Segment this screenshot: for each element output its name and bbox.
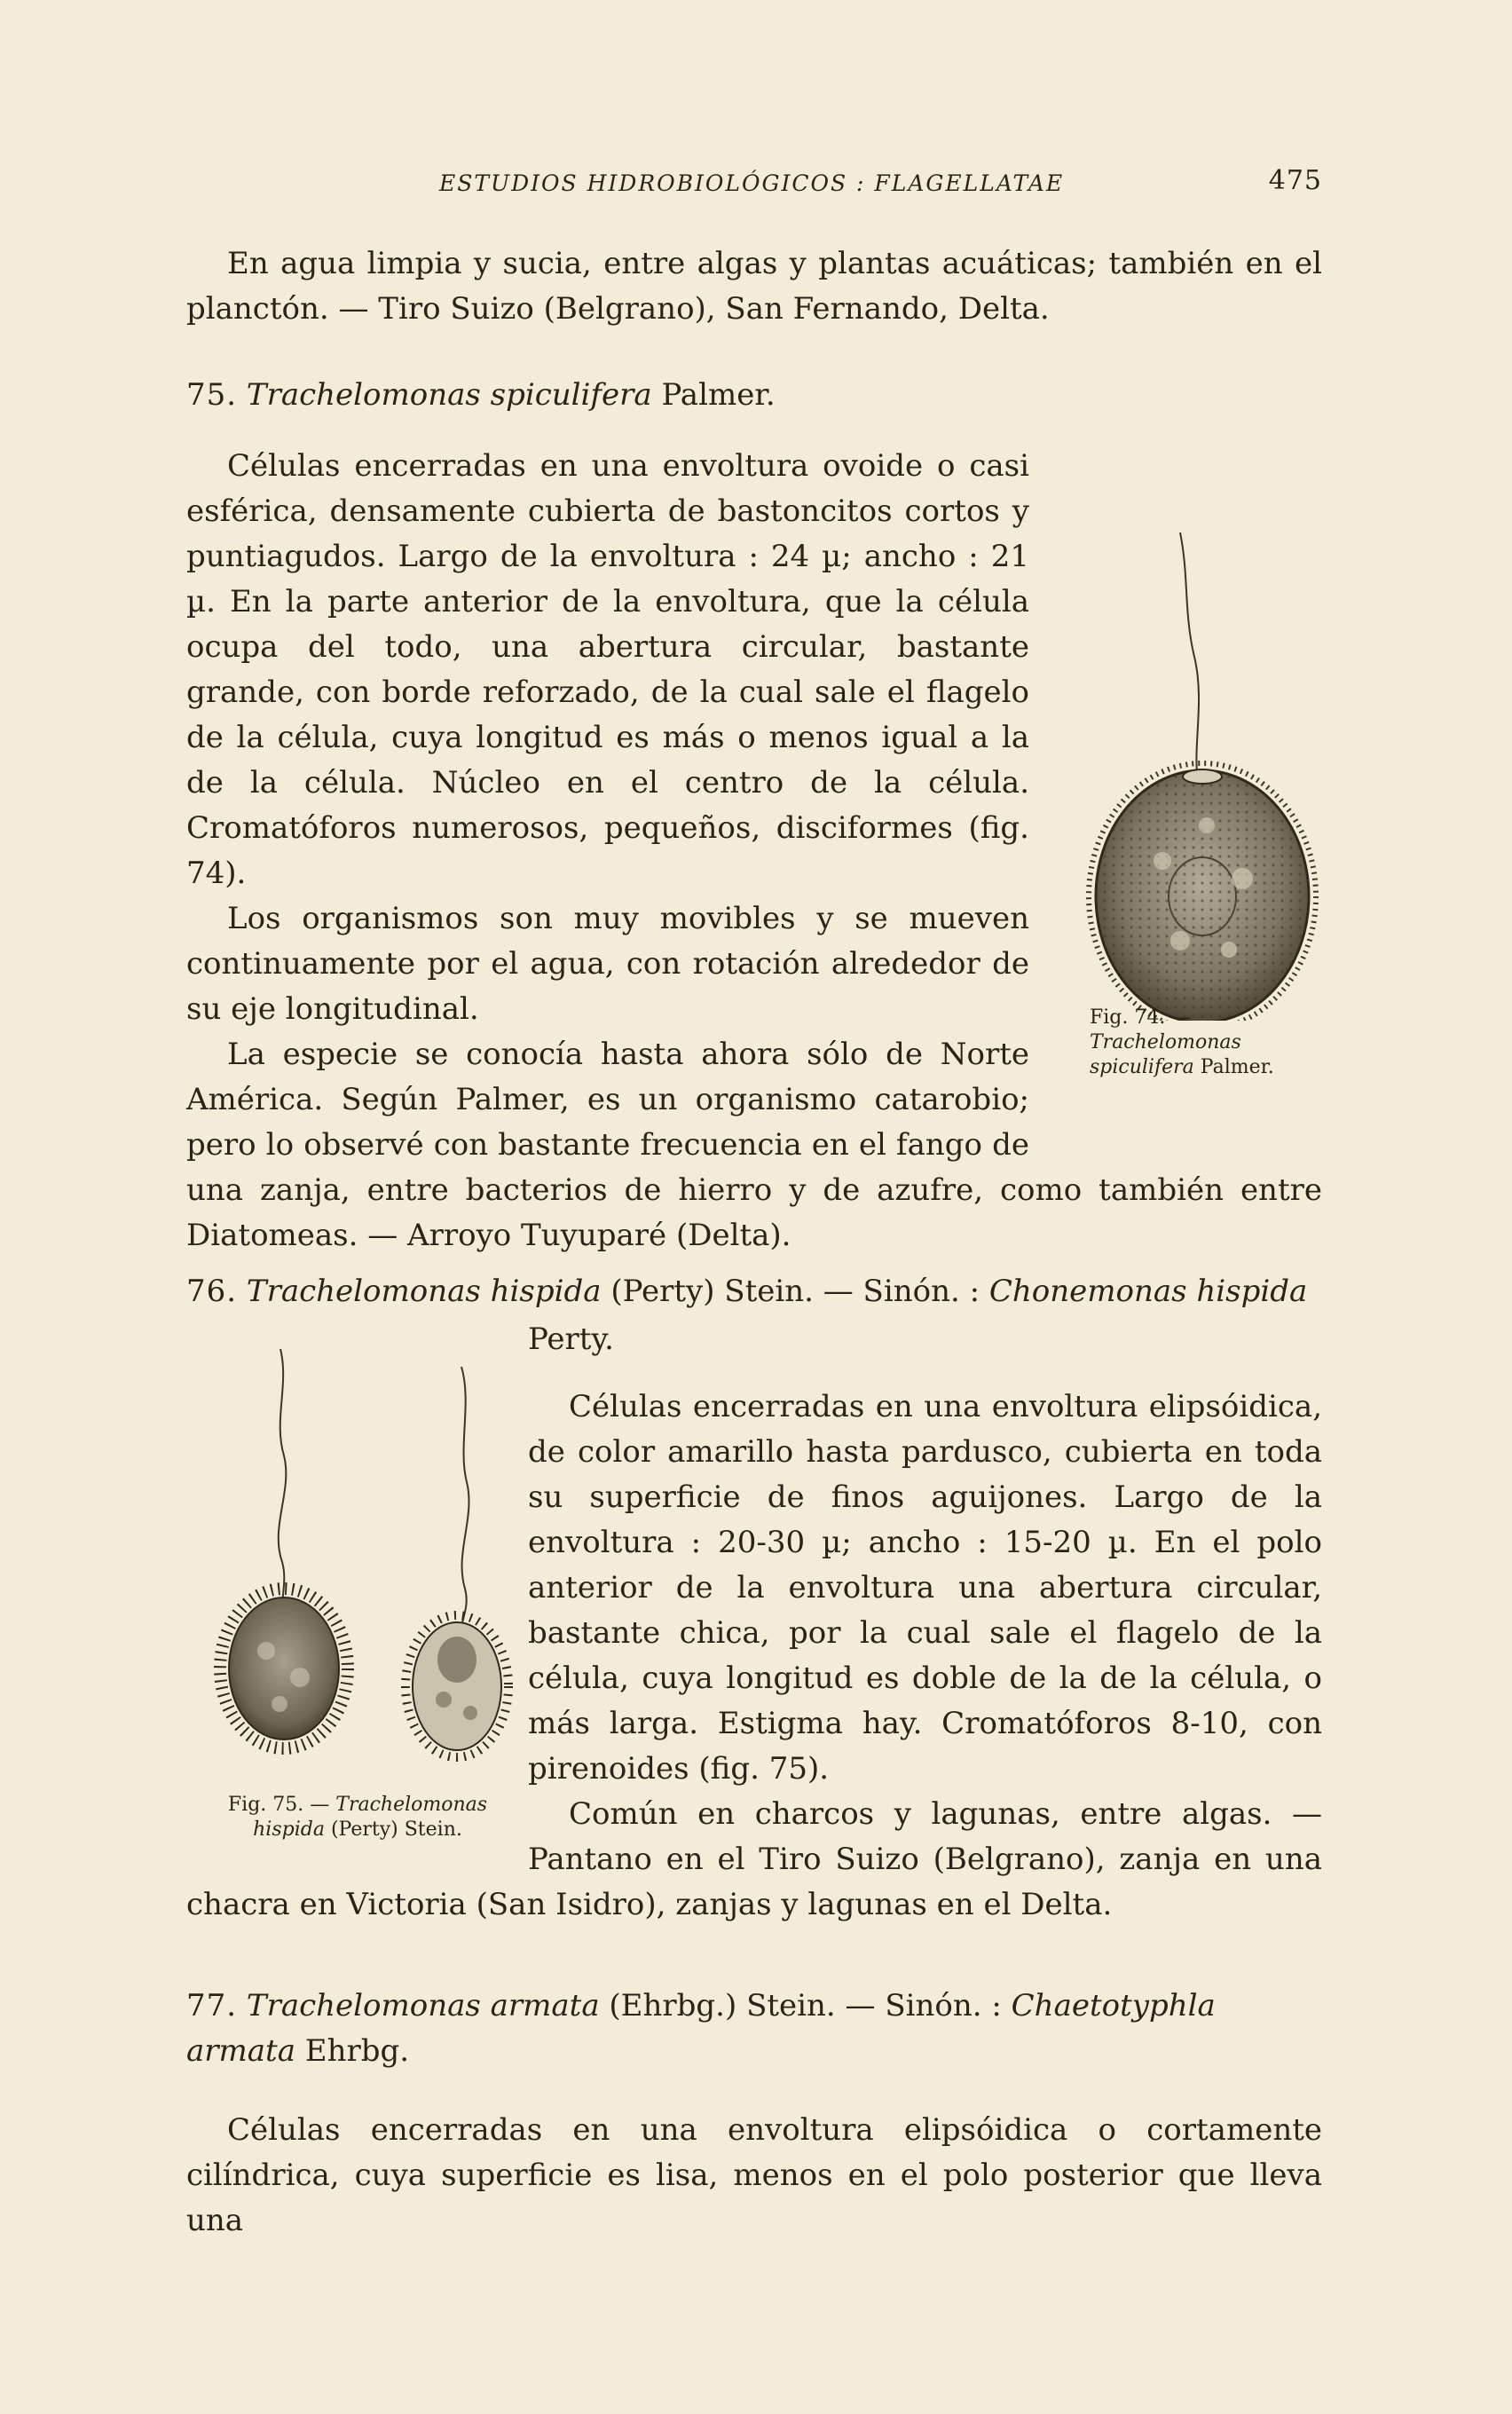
figure-75-caption-fig: Fig. 75. — xyxy=(227,1794,330,1816)
running-header xyxy=(186,165,1322,201)
species-77-synonym: Chaetotyphla armata xyxy=(186,1988,1216,2069)
figure-74-caption-author: Palmer. xyxy=(1200,1056,1274,1078)
species-76-synonym: Chonemonas hispida xyxy=(988,1274,1308,1309)
species-76-title xyxy=(186,1269,1331,1314)
species-75-distribution: La especie se conocía hasta ahora sólo de Norte América. Según Palmer, es un organismo catarobio; pero lo observé con bastante frecuencia en el fango de una zanja, entre bacterios de hierro y de azufre, como también entre Diatomeas. — Arroyo Tuyuparé (Delta). xyxy=(186,1037,1322,1253)
species-75-name: Trachelomonas spiculifera xyxy=(246,377,652,413)
figure-75-caption-name: Trachelomonas hispida xyxy=(253,1794,488,1841)
species-76-number: 76. xyxy=(186,1274,238,1309)
intro-paragraph: En agua limpia y sucia, entre algas y plantas acuáticas; también en el planctón. — Tiro Suizo (Belgrano), San Fernando, Delta. xyxy=(186,246,1322,327)
species-75-title xyxy=(186,373,1322,418)
species-77-number: 77. xyxy=(186,1988,238,2024)
species-77-name: Trachelomonas armata xyxy=(246,1988,600,2024)
species-76-name: Trachelomonas hispida xyxy=(246,1274,602,1309)
figure-75-caption-author: (Perty) Stein. xyxy=(330,1818,462,1841)
species-75-description: Células encerradas en una envoltura ovoide o casi esférica, densamente cubierta de bastoncitos cortos y puntiagudos. Largo de la envoltura : 24 µ; ancho : 21 µ. En la parte anterior de la envoltura, que la célula ocupa del todo, una abertura circular, bastante grande, con borde reforzado, de la cual sale el flagelo de la célula, cuya longitud es más o menos igual a la de la célula. Núcleo en el centro de la célula. Cromatóforos numerosos, pequeños, disciformes (fig. 74). xyxy=(186,448,1029,891)
figure-74-caption-name: Trachelomonas spiculifera xyxy=(1090,1031,1241,1078)
species-76-author: (Perty) Stein. — Sinón. : xyxy=(610,1274,980,1309)
species-75-movement: Los organismos son muy movibles y se mueven continuamente por el agua, con rotación alrededor de su eje longitudinal. xyxy=(186,901,1029,1027)
species-75-author: Palmer. xyxy=(661,377,776,413)
species-76-text-block xyxy=(186,1384,1322,1928)
page-number: 475 xyxy=(1268,165,1322,196)
figure-74-organism-illustration xyxy=(1074,524,1331,1021)
running-title: ESTUDIOS HIDROBIOLÓGICOS : FLAGELLATAE xyxy=(439,170,1065,196)
species-76-distribution: Común en charcos y lagunas, entre algas. — Pantano en el Tiro Suizo (Belgrano), zanja en una chacra en Victoria (San Isidro), zanjas y lagunas en el Delta. xyxy=(186,1796,1322,1922)
species-76-synonym-author: Perty. xyxy=(528,1321,614,1357)
species-75-number: 75. xyxy=(186,377,238,413)
figure-74-caption-fig: Fig. 74. — xyxy=(1090,1006,1192,1029)
species-77-synonym-author: Ehrbg. xyxy=(304,2033,410,2069)
species-77-description: Células encerradas en una envoltura elipsóidica o cortamente cilíndrica, cuya superficie es lisa, menos en el polo posterior que lleva una xyxy=(186,2112,1322,2238)
figure-75-float-space xyxy=(186,1384,528,1873)
species-76-description: Células encerradas en una envoltura elipsóidica, de color amarillo hasta pardusco, cubierta en toda su superficie de finos aguijones. Largo de la envoltura : 20-30 µ; ancho : 15-20 µ. En el polo anterior de la envoltura una abertura circular, bastante chica, por la cual sale el flagelo de la célula, cuya longitud es doble de la de la célula, o más larga. Estigma hay. Cromatóforos 8-10, con pirenoides (fig. 75). xyxy=(528,1389,1322,1787)
figure-74-caption xyxy=(1090,1006,1329,1080)
species-77-title xyxy=(186,1984,1331,2074)
species-77-author: (Ehrbg.) Stein. — Sinón. : xyxy=(609,1988,1002,2024)
